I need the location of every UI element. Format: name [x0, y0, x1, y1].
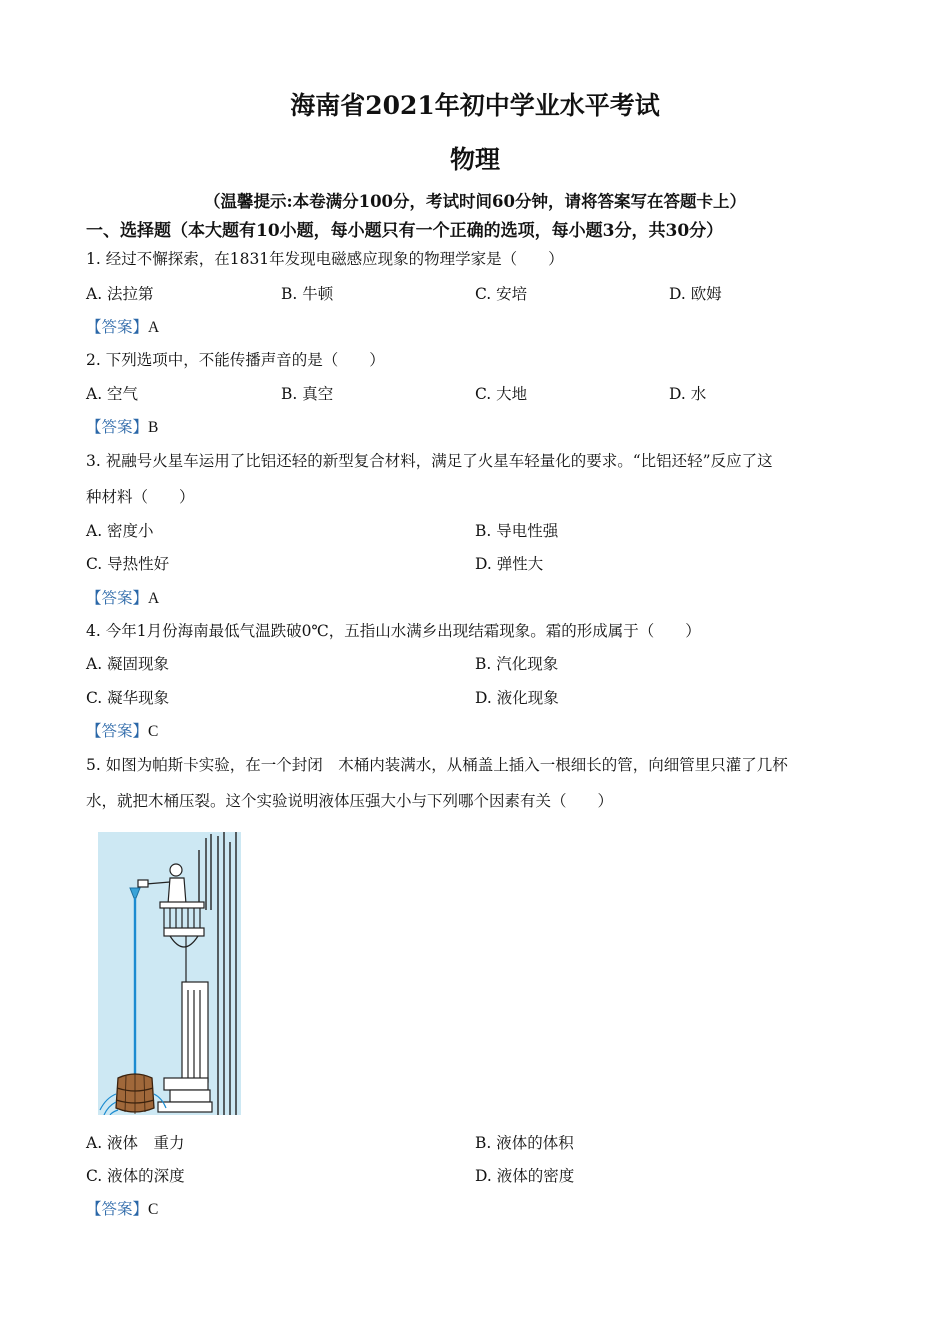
answer-tag: 【答案】 [86, 318, 149, 336]
question-5-option-c: C. 液体的深度 [86, 1167, 185, 1185]
question-3-stem-line-2: 种材料（ ） [86, 488, 195, 506]
subject-title: 物理 [449, 145, 500, 174]
question-3-answer [86, 586, 159, 608]
question-5-stem-line-1: 5. 如图为帕斯卡实验，在一个封闭 木桶内装满水，从桶盖上插入一根细长的管，向细管里只灌了几杯 [86, 756, 788, 774]
question-1-option-a: A. 法拉第 [86, 285, 154, 303]
question-4-option-c: C. 凝华现象 [86, 689, 170, 707]
question-3-option-b: B. 导电性强 [475, 522, 559, 540]
question-3-option-a: A. 密度小 [86, 522, 154, 540]
question-2-option-c: C. 大地 [475, 385, 528, 403]
answer-tag: 【答案】 [86, 589, 149, 607]
question-4-option-d: D. 液化现象 [475, 689, 559, 707]
question-4-answer [86, 719, 158, 741]
question-2-answer [86, 415, 158, 437]
question-3-option-d: D. 弹性大 [475, 555, 544, 573]
answer-value: B [148, 419, 159, 436]
question-2-option-d: D. 水 [669, 385, 707, 403]
question-5-option-a: A. 液体 重力 [86, 1134, 185, 1152]
answer-tag: 【答案】 [86, 722, 149, 740]
question-4-stem: 4. 今年1月份海南最低气温跌破0℃，五指山水满乡出现结霜现象。霜的形成属于（ ） [86, 622, 701, 640]
pascal-barrel-illustration [98, 832, 241, 1115]
wooden-barrel [116, 1074, 154, 1114]
exam-title: 海南省2021年初中学业水平考试 [290, 91, 660, 120]
answer-tag: 【答案】 [86, 418, 149, 436]
question-2-stem: 2. 下列选项中，不能传播声音的是（ ） [86, 351, 385, 369]
section-heading: 一、选择题（本大题有10小题，每小题只有一个正确的选项，每小题3分，共30分） [86, 221, 724, 241]
exam-tip: （温馨提示:本卷满分100分，考试时间60分钟，请将答案写在答题卡上） [204, 192, 746, 211]
question-4-option-b: B. 汽化现象 [475, 655, 559, 673]
answer-value: A [148, 319, 160, 336]
answer-value: C [148, 1201, 159, 1218]
question-2-option-b: B. 真空 [281, 385, 334, 403]
question-5-answer [86, 1197, 158, 1219]
question-2-option-a: A. 空气 [86, 385, 139, 403]
question-1-option-d: D. 欧姆 [669, 285, 722, 303]
question-3-stem-line-1: 3. 祝融号火星车运用了比铝还轻的新型复合材料，满足了火星车轻量化的要求。“比铝还轻”反应了这 [86, 452, 773, 470]
answer-value: C [148, 723, 159, 740]
question-1-option-c: C. 安培 [475, 285, 528, 303]
question-4-option-a: A. 凝固现象 [86, 655, 170, 673]
question-1-stem: 1. 经过不懈探索，在1831年发现电磁感应现象的物理学家是（ ） [86, 250, 564, 268]
question-5-option-b: B. 液体的体积 [475, 1134, 574, 1152]
answer-value: A [148, 590, 160, 607]
question-3-option-c: C. 导热性好 [86, 555, 170, 573]
question-1-answer [86, 315, 159, 337]
question-5-stem-line-2: 水，就把木桶压裂。这个实验说明液体压强大小与下列哪个因素有关（ ） [86, 792, 614, 810]
question-5-option-d: D. 液体的密度 [475, 1167, 575, 1185]
answer-tag: 【答案】 [86, 1200, 149, 1218]
question-1-option-b: B. 牛顿 [281, 285, 334, 303]
illustration-background [98, 832, 241, 1115]
